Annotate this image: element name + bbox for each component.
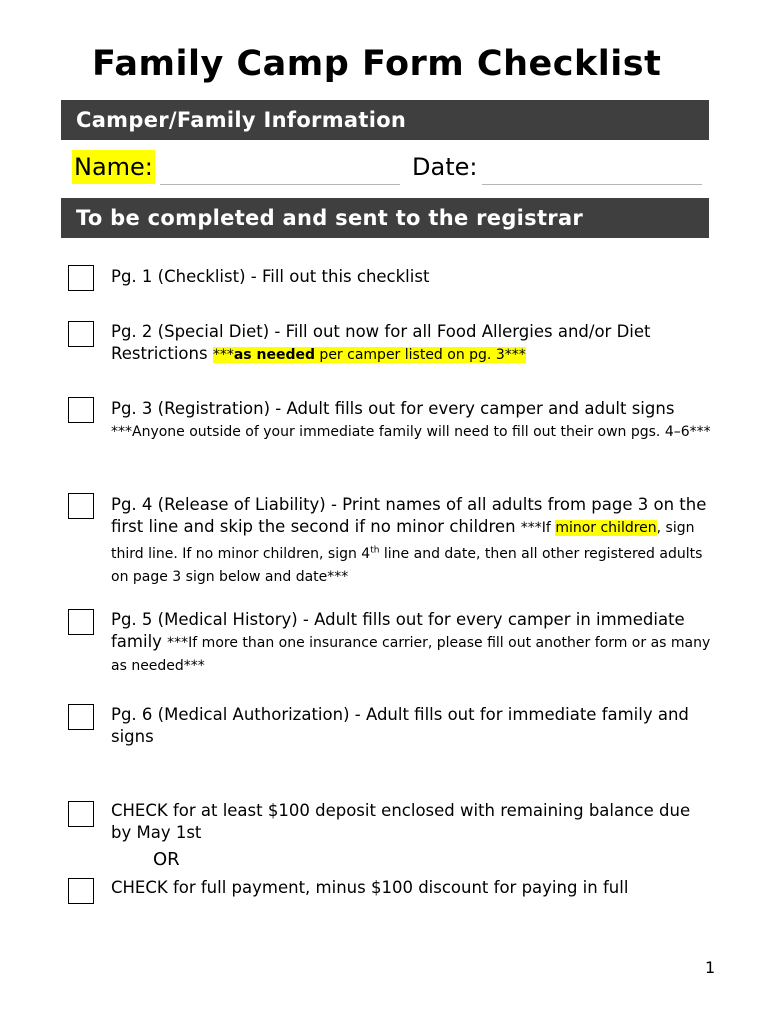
checkbox-deposit[interactable] [68, 801, 94, 827]
name-label: Name: [72, 150, 155, 184]
checkbox-page-6[interactable] [68, 704, 94, 730]
section-header-camper-info: Camper/Family Information [61, 100, 709, 140]
checkbox-page-5[interactable] [68, 609, 94, 635]
item-note-highlight: ***as needed per camper listed on pg. 3*** [212, 347, 526, 363]
checklist-item-page-3 [111, 398, 711, 443]
item-note: ***If more than one insurance carrier, please fill out another form or as many as needed*** [111, 635, 711, 674]
item-text: Pg. 4 (Release of Liability) - Print names of all adults from page 3 on the first line and skip the second if no minor children [111, 495, 707, 536]
item-text: Pg. 2 (Special Diet) - Fill out now for all Food Allergies and/or Diet Restrictions [111, 322, 651, 363]
checkbox-page-3[interactable] [68, 397, 94, 423]
item-text: Pg. 1 (Checklist) - Fill out this checklist [111, 267, 430, 286]
checkbox-page-1[interactable] [68, 265, 94, 291]
page-title: Family Camp Form Checklist [92, 44, 662, 84]
checkbox-page-4[interactable] [68, 493, 94, 519]
checklist-item-page-5 [111, 609, 711, 677]
page-number: 1 [705, 958, 716, 977]
or-separator: OR [153, 849, 180, 870]
section-header-registrar: To be completed and sent to the registrar [61, 198, 709, 238]
item-note: ***If minor children, sign third line. If no minor children, sign 4th line and date, then all other registered adults on page 3 sign below and date*** [111, 520, 703, 585]
item-text: CHECK for at least $100 deposit enclosed with remaining balance due by May 1st [111, 801, 691, 842]
checklist-item-page-1 [111, 266, 711, 288]
checkbox-full-payment[interactable] [68, 878, 94, 904]
date-label: Date: [412, 153, 478, 181]
item-text: Pg. 5 (Medical History) - Adult fills out for every camper in immediate family [111, 610, 685, 651]
checklist-item-page-2 [111, 321, 711, 366]
checkbox-page-2[interactable] [68, 321, 94, 347]
item-text: Pg. 6 (Medical Authorization) - Adult fills out for immediate family and signs [111, 705, 689, 746]
checklist-item-deposit [111, 800, 711, 844]
item-text: Pg. 3 (Registration) - Adult fills out for every camper and adult signs [111, 399, 675, 418]
date-field[interactable] [482, 184, 702, 185]
name-field[interactable] [160, 184, 400, 185]
checklist-item-page-6 [111, 704, 711, 748]
item-note: ***Anyone outside of your immediate family will need to fill out their own pgs. 4–6*** [111, 424, 711, 440]
item-text: CHECK for full payment, minus $100 discount for paying in full [111, 878, 629, 897]
checklist-item-page-4 [111, 494, 711, 588]
checklist-item-full-payment [111, 877, 711, 899]
